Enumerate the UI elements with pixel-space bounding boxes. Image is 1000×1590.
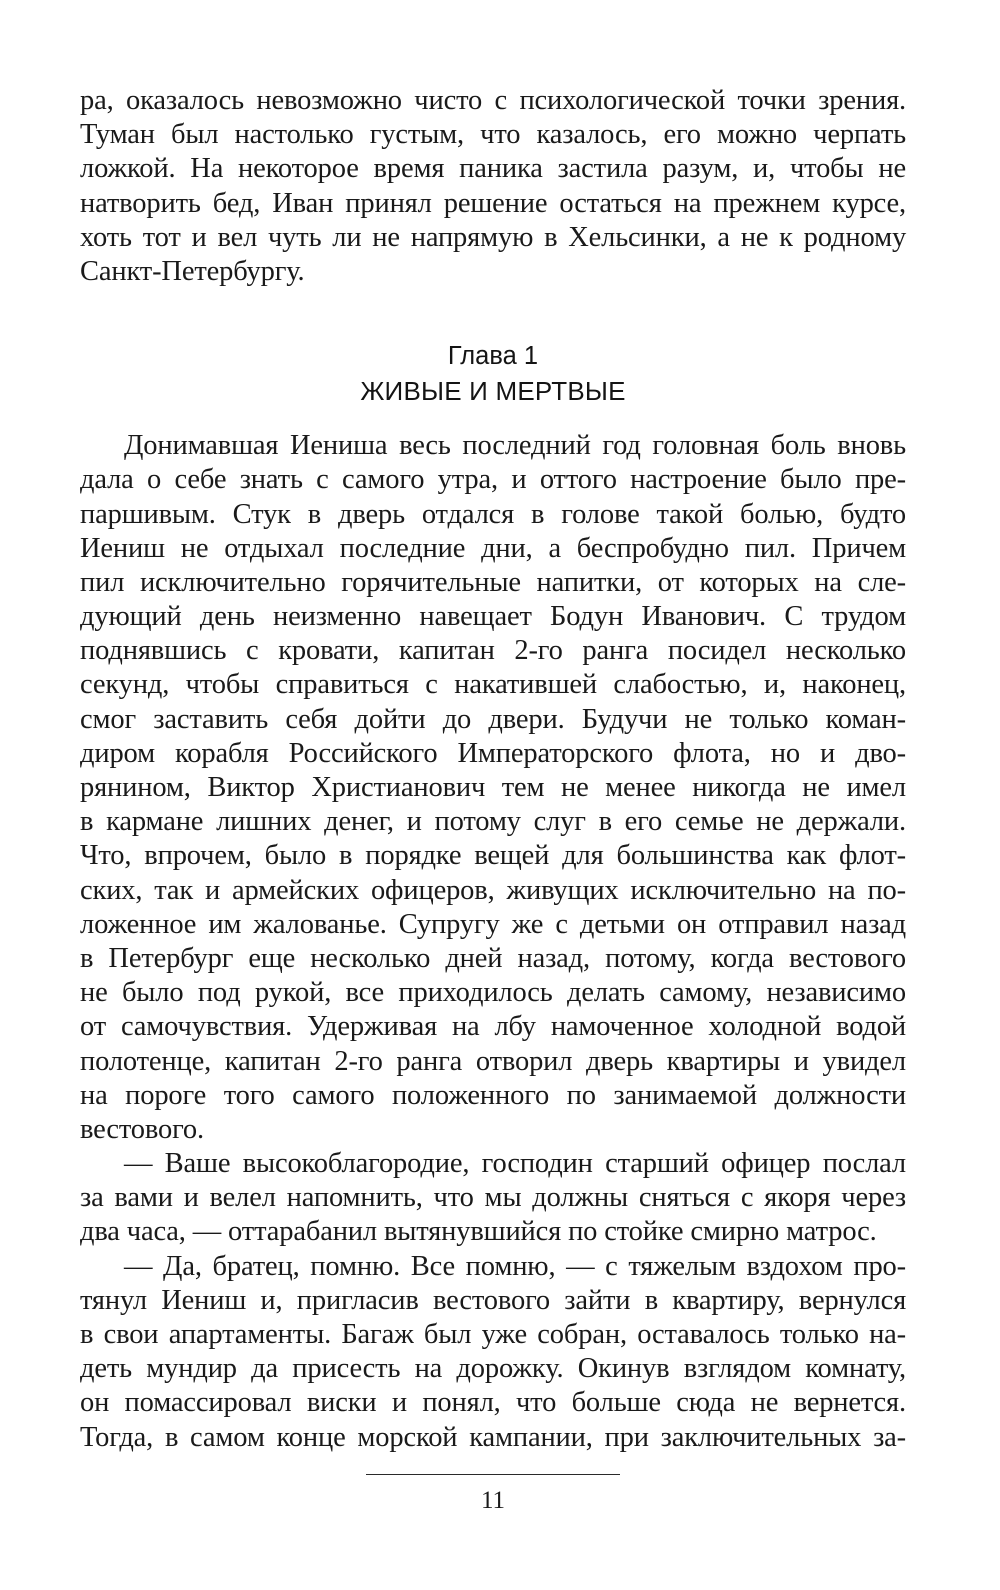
text-line: дующий день неизменно навещает Бодун Иванович. С трудом (80, 601, 906, 633)
chapter-body (80, 429, 906, 1455)
text-line: Санкт-Петербургу. (80, 255, 305, 287)
book-page (80, 70, 906, 1455)
text-line: не было под рукой, все приходилось делать самому, независимо (80, 977, 906, 1009)
text-line: натворить бед, Иван принял решение остаться на прежнем курсе, (80, 187, 907, 219)
text-line: в кармане лишних денег, и потому слуг в его семье не держали. (80, 806, 907, 838)
dialogue-line: — Да, братец, помню. Все помню, — с тяжелым вздохом про- (124, 1250, 906, 1282)
text-line: ложкой. На некоторое время паника застила разум, и, чтобы не (80, 153, 906, 185)
text-line: ских, так и армейских офицеров, живущих исключительно на по- (80, 874, 906, 906)
text-line: ложенное им жалованье. Супругу же с детьми он отправил назад (80, 908, 907, 940)
text-line: поднявшись с кровати, капитан 2-го ранга посидел несколько (80, 635, 906, 667)
chapter-heading (80, 339, 906, 409)
text-line: в Петербург еще несколько дней назад, потому, когда вестового (80, 942, 907, 974)
text-line: два часа, — оттарабанил вытянувшийся по стойке смирно матрос. (80, 1216, 877, 1248)
text-line: вестового. (80, 1113, 204, 1145)
text-line: секунд, чтобы справиться с накатившей слабостью, и, наконец, (80, 669, 907, 701)
text-line: на пороге того самого положенного по занимаемой должности (80, 1079, 906, 1111)
text-line: ра, оказалось невозможно чисто с психологической точки зрения. (80, 85, 907, 116)
chapter-number: Глава 1 (447, 342, 539, 371)
text-line: паршивым. Стук в дверь отдался в голове такой болью, будто (80, 498, 906, 530)
text-line: за вами и велел напомнить, что мы должны сняться с якоря через (80, 1182, 907, 1214)
text-line: тянул Иениш и, пригласив вестового зайти в квартиру, вернулся (80, 1284, 907, 1316)
text-line: он помассировал виски и понял, что больше сюда не вернется. (80, 1387, 906, 1419)
text-line: от самочувствия. Удерживая на лбу намоченное холодной водой (80, 1011, 907, 1043)
page-number: 11 (480, 1487, 506, 1514)
text-line: рянином, Виктор Христианович тем не менее никогда не имел (80, 772, 907, 803)
text-line: хоть тот и вел чуть ли не напрямую в Хельсинки, а не к родному (80, 221, 907, 253)
text-line: в свои апартаменты. Багаж был уже собран, оставалось только на- (80, 1319, 907, 1350)
text-line: полотенце, капитан 2-го ранга отворил дверь квартиры и увидел (80, 1045, 906, 1077)
text-line: Иениш не отдыхал последние дни, а беспробудно пил. Причем (80, 532, 907, 564)
prelude-paragraph (80, 84, 906, 289)
text-line: пил исключительно горячительные напитки, от которых на сле- (80, 566, 906, 598)
text-line: диром корабля Российского Императорского флота, но и дво- (80, 737, 906, 769)
text-line: Донимавшая Иениша весь последний год головная боль вновь (124, 430, 906, 462)
text-line: Тогда, в самом конце морской кампании, при заключительных за- (80, 1421, 907, 1453)
text-line: Что, впрочем, было в порядке вещей для большинства как флот- (80, 840, 907, 872)
text-line: смог заставить себя дойти до двери. Будучи не только коман- (80, 703, 906, 735)
footer-rule (366, 1474, 620, 1475)
dialogue-line: — Ваше высокоблагородие, господин старший офицер послал (124, 1148, 907, 1180)
text-line: Туман был настолько густым, что казалось, его можно черпать (80, 119, 906, 151)
text-line: дала о себе знать с самого утра, и оттого настроение было пре- (80, 464, 906, 496)
text-line: деть мундир да присесть на дорожку. Окинув взглядом комнату, (80, 1353, 907, 1385)
chapter-title: ЖИВЫЕ И МЕРТВЫЕ (360, 376, 626, 407)
